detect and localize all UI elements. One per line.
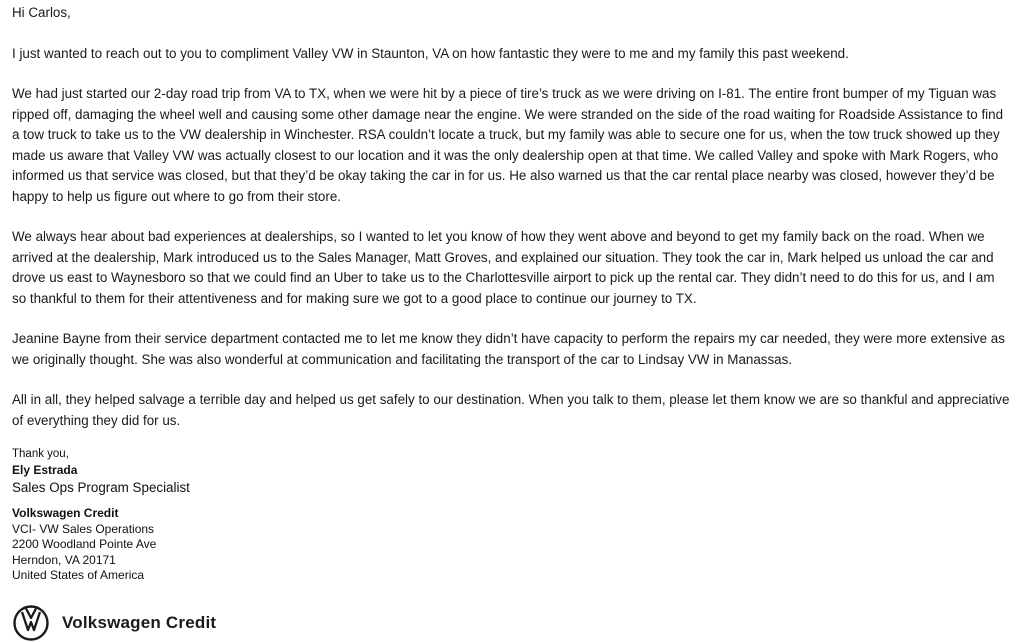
brand-logo bbox=[12, 604, 216, 642]
brand-name: Volkswagen Credit bbox=[62, 613, 217, 632]
paragraph-incident: We had just started our 2-day road trip from VA to TX, when we were hit by a piece of tire’s truck as we were driving on I-81. The entire front bumper of my Tiguan was ripped off, damaging the wheel well and causing some other damage near the engine. We were stranded on the side of the road waiting for Roadside Assistance to find a tow truck to take us to the VW dealership in Winchester. RSA couldn’t locate a truck, but my family was able to secure one for us, when the tow truck showed up they made us aware that Valley VW was actually closest to our location and it was the only dealership open at that time. We called Valley and spoke with Mark Rogers, who informed us that service was closed, but that they’d be okay taking the car in for us. He also warned us that the car rental place nearby was closed, however they’d be happy to help us figure out where to go from their store. bbox=[12, 86, 1004, 204]
department: VCI- VW Sales Operations bbox=[12, 521, 155, 536]
paragraph-service: Jeanine Bayne from their service department contacted me to let me know they didn’t have capacity to perform the repairs my car needed, they were more extensive as we originally thought. She was also wonderful at communication and facilitating the transport of the car to Lindsay VW in Manassas. bbox=[12, 331, 1005, 367]
greeting: Hi Carlos, bbox=[12, 5, 71, 20]
paragraph-closing: All in all, they helped salvage a terrible day and helped us get safely to our destination. When you talk to them, please let them know we are so thankful and appreciative of everything they did for us. bbox=[12, 392, 1010, 428]
country: United States of America bbox=[12, 568, 145, 582]
sender-title: Sales Ops Program Specialist bbox=[12, 480, 190, 495]
sender-name: Ely Estrada bbox=[12, 462, 78, 477]
company-name: Volkswagen Credit bbox=[12, 506, 119, 520]
email-signature bbox=[12, 447, 190, 584]
city-state-zip: Herndon, VA 20171 bbox=[12, 552, 116, 567]
vw-logo-icon bbox=[12, 604, 50, 642]
email-body bbox=[12, 3, 1012, 451]
paragraph-intro: I just wanted to reach out to you to compliment Valley VW in Staunton, VA on how fantastic they were to me and my family this past weekend. bbox=[12, 45, 849, 61]
paragraph-dealership: We always hear about bad experiences at dealerships, so I wanted to let you know of how they went above and beyond to get my family back on the road. When we arrived at the dealership, Mark introduced us to the Sales Manager, Matt Groves, and explained our situation. They took the car in, Mark helped us unload the car and drove us east to Waynesboro so that we could find an Uber to take us to the Charlottesville airport to pick up the rental car. They didn’t need to do this for us, and I am so thankful to them for their attentiveness and for making sure we got to a good place to continue our journey to TX. bbox=[12, 229, 995, 306]
signoff: Thank you, bbox=[12, 448, 69, 460]
street-address: 2200 Woodland Pointe Ave bbox=[12, 537, 157, 551]
